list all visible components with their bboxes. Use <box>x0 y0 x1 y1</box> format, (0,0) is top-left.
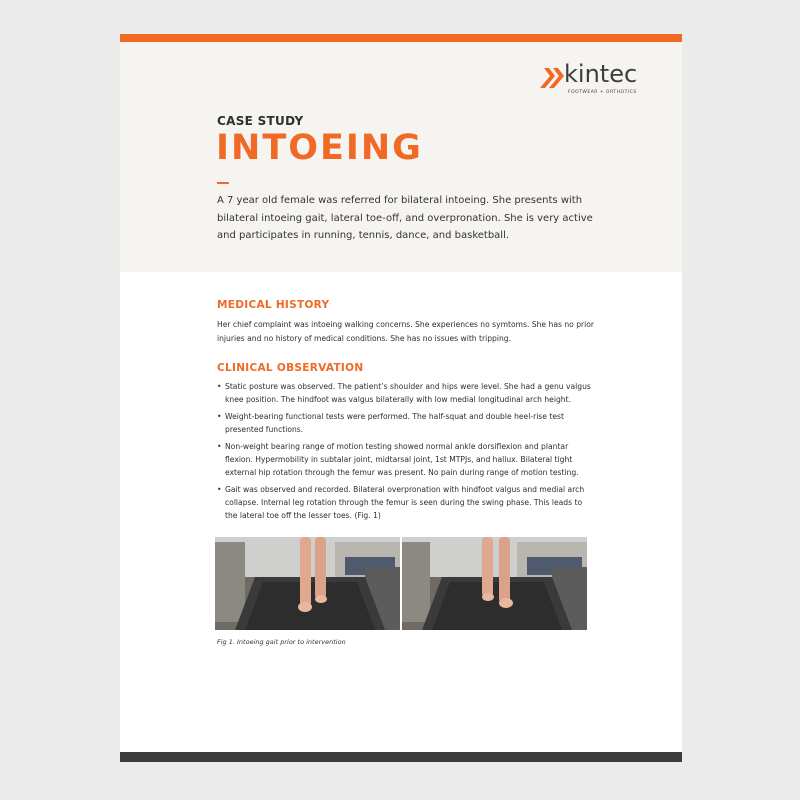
logo-wordmark: kintec <box>564 60 638 88</box>
list-item: • Non-weight bearing range of motion testing showed normal ankle dorsiflexion and plantar flexion. Hypermobility in subtalar joint, midtarsal joint, 1st MTPJs, and hallux. Bilateral tight external hip rotation through the femur was present. No pain during range of motion testing. <box>217 441 579 478</box>
clinical-observation-list <box>217 380 595 526</box>
medical-history-text: Her chief complaint was intoeing walking concerns. She experiences no symtoms. She has no prior injuries and no history of medical conditions. She has no issues with tripping. <box>217 320 595 343</box>
document-page <box>120 34 682 762</box>
gait-photo-right <box>402 537 587 630</box>
medical-history-heading: MEDICAL HISTORY <box>217 299 330 311</box>
list-item: • Gait was observed and recorded. Bilateral overpronation with hindfoot valgus and medial arch collapse. Internal leg rotation through the femur is seen during the swing phase. This leads to the lateral toe off the lesser toes. (Fig. 1) <box>217 484 585 521</box>
bottom-bar <box>120 752 682 762</box>
header-section <box>120 42 682 272</box>
list-item: • Static posture was observed. The patient’s shoulder and hips were level. She had a genu valgus knee position. The hindfoot was valgus bilaterally with low medial longitudinal arch height. <box>217 382 591 405</box>
list-item: • Weight-bearing functional tests were performed. The half-squat and double heel-rise test presented functions. <box>217 411 564 435</box>
kintec-logo <box>538 60 648 106</box>
logo-tagline: FOOTWEAR + ORTHOTICS <box>568 90 637 95</box>
kintec-logo-mark-icon <box>540 66 566 90</box>
gait-photo-left <box>215 537 400 630</box>
intro-paragraph: A 7 year old female was referred for bilateral intoeing. She presents with bilateral intoeing gait, lateral toe-off, and overpronation. She is very active and participates in running, tennis, dance, and basketball. <box>217 195 593 241</box>
top-accent-bar <box>120 34 682 42</box>
case-study-label: CASE STUDY <box>217 114 304 128</box>
title-divider <box>217 182 229 184</box>
page-title: INTOEING <box>216 128 423 168</box>
clinical-observation-heading: CLINICAL OBSERVATION <box>217 362 364 374</box>
figure-caption: Fig 1. Intoeing gait prior to intervention <box>217 638 346 646</box>
